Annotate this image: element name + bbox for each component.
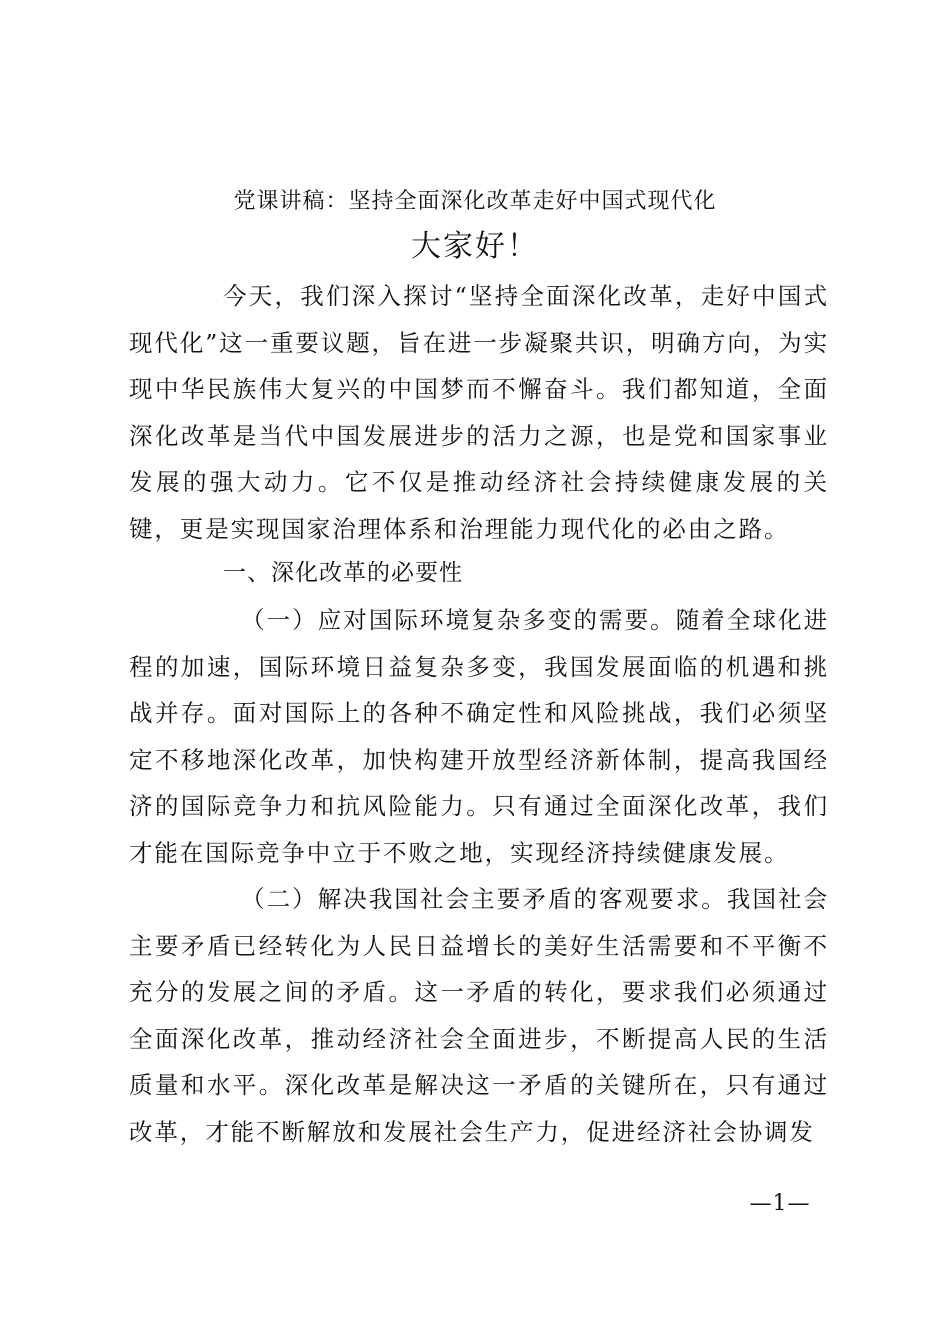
intro-paragraph: 今天，我们深入探讨“坚持全面深化改革，走好中国式现代化”这一重要议题，旨在进一步凝聚共识，明确方向，为实现中华民族伟大复兴的中国梦而不懈奋斗。我们都知道，全面深化改革是当代中国发展进步的活力之源，也是党和国家事业发展的强大动力。它不仅是推动经济社会持续健康发展的关键，更是实现国家治理体系和治理能力现代化的必由之路。: [129, 282, 829, 543]
document-title: 党课讲稿：坚持全面深化改革走好中国式现代化: [233, 189, 717, 214]
greeting: 大家好！: [411, 229, 539, 264]
subsection-paragraph-2: （二）解决我国社会主要矛盾的客观要求。我国社会主要矛盾已经转化为人民日益增长的美好生活需要和不平衡不充分的发展之间的矛盾。这一矛盾的转化，要求我们必须通过全面深化改革，推动经济社会全面进步，不断提高人民的生活质量和水平。深化改革是解决这一矛盾的关键所在，只有通过改革，才能不断解放和发展社会生产力，促进经济社会协调发: [129, 885, 829, 1146]
page-number: —1—: [749, 1191, 811, 1216]
subsection-paragraph-1: （一）应对国际环境复杂多变的需要。随着全球化进程的加速，国际环境日益复杂多变，我国发展面临的机遇和挑战并存。面对国际上的各种不确定性和风险挑战，我们必须坚定不移地深化改革，加快构建开放型经济新体制，提高我国经济的国际竞争力和抗风险能力。只有通过全面深化改革，我们才能在国际竞争中立于不败之地，实现经济持续健康发展。: [129, 606, 829, 867]
section-heading: 一、深化改革的必要性: [223, 560, 463, 586]
